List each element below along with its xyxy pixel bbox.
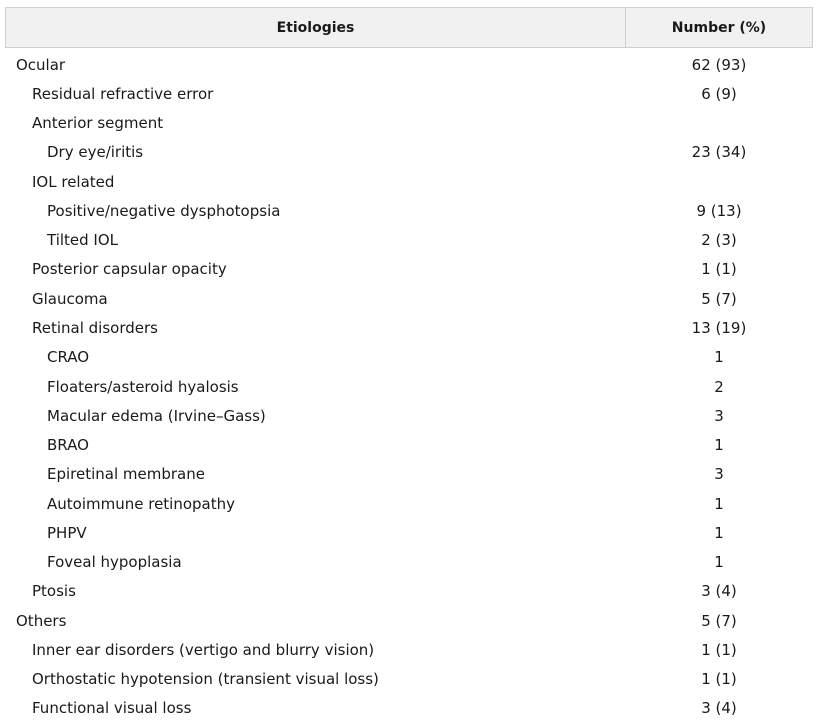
- etiology-label: BRAO: [47, 436, 89, 455]
- etiology-label: Functional visual loss: [32, 699, 192, 718]
- number-value: 62 (93): [691, 55, 747, 74]
- table-row: [5, 196, 813, 225]
- header-etiologies: Etiologies: [6, 8, 626, 47]
- etiology-label: Ptosis: [32, 582, 76, 601]
- table-row: [5, 635, 813, 664]
- number-value: 5 (7): [701, 611, 737, 630]
- table-row: [5, 284, 813, 313]
- etiology-label: Inner ear disorders (vertigo and blurry vision): [32, 640, 375, 659]
- number-value: 1: [714, 523, 724, 542]
- etiology-label: Floaters/asteroid hyalosis: [47, 377, 239, 396]
- number-value: 3 (4): [701, 699, 737, 718]
- number-value: 1: [714, 348, 724, 367]
- table-body: [5, 50, 813, 723]
- table-row: [5, 548, 813, 577]
- number-value: 1: [714, 553, 724, 572]
- table-row: [5, 665, 813, 694]
- table-row: [5, 313, 813, 342]
- table-row: [5, 79, 813, 108]
- table-row: [5, 343, 813, 372]
- etiology-label: Positive/negative dysphotopsia: [47, 201, 281, 220]
- number-value: 6 (9): [701, 84, 737, 103]
- number-value: 2 (3): [701, 231, 737, 250]
- number-value: 1 (1): [701, 260, 737, 279]
- number-value: 2: [714, 377, 724, 396]
- number-value: 1: [714, 494, 724, 513]
- table-row: [5, 694, 813, 723]
- etiology-label: Autoimmune retinopathy: [47, 494, 236, 513]
- table-row: [5, 255, 813, 284]
- number-value: 1: [714, 436, 724, 455]
- table-row: [5, 167, 813, 196]
- table-row: [5, 401, 813, 430]
- etiology-label: Dry eye/iritis: [47, 143, 144, 162]
- table-header-row: [5, 7, 813, 48]
- etiology-label: Retinal disorders: [32, 319, 158, 338]
- etiology-label: Others: [16, 611, 67, 630]
- table-row: [5, 460, 813, 489]
- table-row: [5, 489, 813, 518]
- etiologies-table: [5, 7, 813, 723]
- table-row: [5, 606, 813, 635]
- number-value: 3: [714, 465, 724, 484]
- etiology-label: Tilted IOL: [47, 231, 119, 250]
- etiology-label: Posterior capsular opacity: [32, 260, 227, 279]
- number-value: 3 (4): [701, 582, 737, 601]
- etiology-label: Foveal hypoplasia: [47, 553, 182, 572]
- table-row: [5, 138, 813, 167]
- etiology-label: CRAO: [47, 348, 90, 367]
- table-row: [5, 372, 813, 401]
- table-row: [5, 577, 813, 606]
- etiology-label: Residual refractive error: [32, 84, 214, 103]
- number-value: 5 (7): [701, 289, 737, 308]
- etiology-label: PHPV: [47, 523, 87, 542]
- header-number-percent: Number (%): [671, 19, 767, 36]
- table-row: [5, 430, 813, 459]
- etiology-label: Ocular: [16, 55, 66, 74]
- table-row: [5, 50, 813, 79]
- etiology-label: Macular edema (Irvine–Gass): [47, 406, 266, 425]
- etiology-label: Glaucoma: [32, 289, 108, 308]
- etiology-label: Epiretinal membrane: [47, 465, 205, 484]
- number-value: 13 (19): [691, 319, 747, 338]
- number-value: 1 (1): [701, 670, 737, 689]
- table-row: [5, 109, 813, 138]
- number-value: 23 (34): [691, 143, 747, 162]
- number-value: 3: [714, 406, 724, 425]
- number-value: 1 (1): [701, 640, 737, 659]
- table-row: [5, 226, 813, 255]
- etiology-label: Anterior segment: [32, 114, 164, 133]
- etiology-label: Orthostatic hypotension (transient visual loss): [32, 670, 379, 689]
- etiology-label: IOL related: [32, 172, 115, 191]
- number-value: 9 (13): [696, 201, 742, 220]
- table-row: [5, 518, 813, 547]
